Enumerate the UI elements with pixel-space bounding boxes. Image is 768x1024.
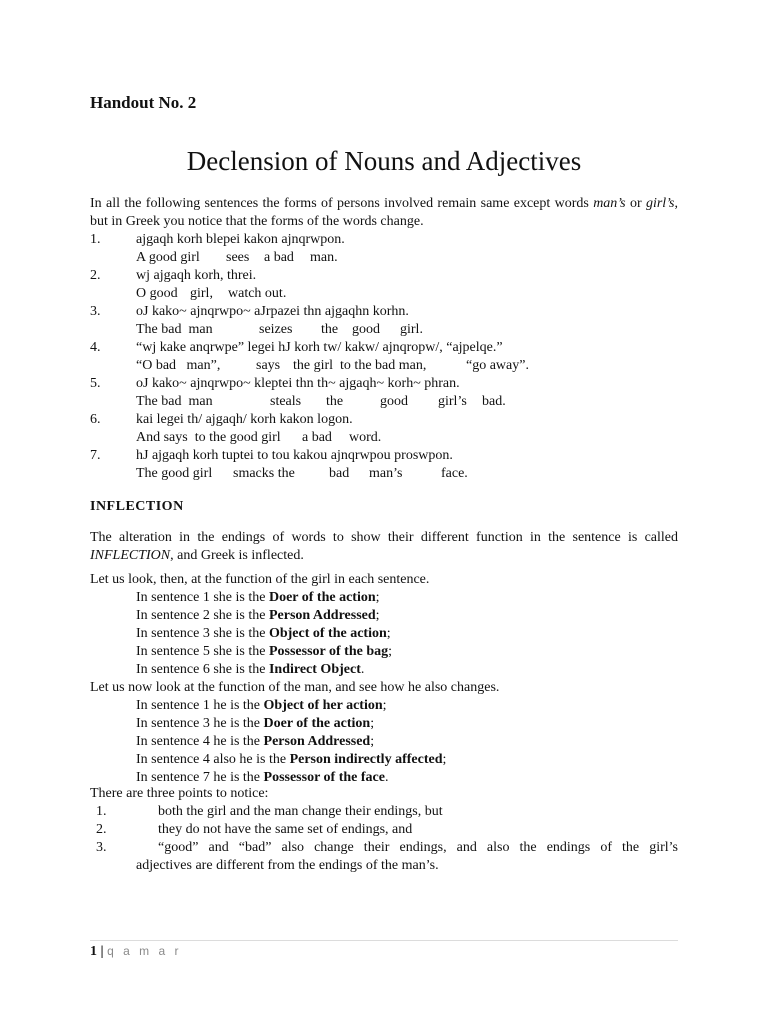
footer-separator: | [97,944,108,959]
english-gloss: the girl to the bad man, [293,358,427,373]
point-text-continued: adjectives are different from the endings of the man’s. [136,858,439,873]
english-gloss: And says to the good girl [136,430,281,445]
english-gloss: the [326,394,344,409]
author-name: q a m a r [107,944,182,958]
english-gloss: The bad man [136,394,213,409]
function-item: In sentence 4 he is the Person Addressed; [136,734,375,749]
greek-sentence: oJ kako~ ajnqrwpo~ kleptei thn th~ ajgaqh~ korh~ phran. [136,376,460,391]
english-gloss: girl. [400,322,423,337]
function-item: In sentence 7 he is the Possessor of the face. [136,770,389,785]
english-gloss: man’s [369,466,403,481]
greek-sentence: hJ ajgaqh korh tuptei to tou kakou ajnqrwpou proswpon. [136,448,453,463]
point-number: 2. [96,822,107,837]
point-number: 1. [96,804,107,819]
function-item: In sentence 1 she is the Doer of the action; [136,590,380,605]
english-gloss: sees [226,250,250,265]
page-number: 1 [90,944,97,959]
handout-number: Handout No. 2 [90,93,197,112]
function-item: In sentence 3 he is the Doer of the action; [136,716,375,731]
inflection-paragraph: The alteration in the endings of words to show their different function in the sentence is called INFLECTION, and Greek is inflected. [90,530,678,563]
section-heading: INFLECTION [90,499,184,514]
sentence-number: 4. [90,340,101,355]
english-gloss: seizes [259,322,293,337]
english-gloss: The good girl [136,466,213,481]
english-gloss: O good [136,286,178,301]
sentence-number: 2. [90,268,101,283]
point-text: they do not have the same set of endings, and [158,822,413,837]
sentence-number: 3. [90,304,101,319]
english-gloss: A good girl [136,250,200,265]
greek-sentence: ajgaqh korh blepei kakon ajnqrwpon. [136,232,345,247]
points-lead: There are three points to notice: [90,786,269,801]
point-number: 3. [96,840,107,855]
intro-paragraph: In all the following sentences the forms of persons involved remain same except words man’s or girl’s, but in Greek you notice that the forms of the words change. [90,196,678,229]
greek-sentence: kai legei th/ ajgaqh/ korh kakon logon. [136,412,353,427]
sentence-number: 1. [90,232,101,247]
function-item: In sentence 3 she is the Object of the action; [136,626,391,641]
english-gloss: steals [270,394,302,409]
english-gloss: girl’s [438,394,467,409]
greek-sentence: “wj kake anqrwpe” legei hJ korh tw/ kakw/ ajnqropw/, “ajpelqe.” [136,340,503,355]
function-item: In sentence 2 she is the Person Addressed; [136,608,380,623]
page-title: Declension of Nouns and Adjectives [186,146,582,176]
english-gloss: smacks the [233,466,295,481]
english-gloss: a bad [264,250,294,265]
english-gloss: “go away”. [466,358,529,373]
girl-lead: Let us look, then, at the function of the girl in each sentence. [90,572,430,587]
english-gloss: says [256,358,281,373]
point-text: both the girl and the man change their endings, but [158,804,443,819]
english-gloss: word. [349,430,382,445]
english-gloss: watch out. [228,286,287,301]
man-lead: Let us now look at the function of the man, and see how he also changes. [90,680,500,695]
english-gloss: bad [329,466,350,481]
page-footer [90,944,181,960]
function-item: In sentence 6 she is the Indirect Object. [136,662,365,677]
function-item: In sentence 4 also he is the Person indirectly affected; [136,752,447,767]
sentence-number: 5. [90,376,101,391]
english-gloss: good [352,322,380,337]
greek-sentence: wj ajgaqh korh, threi. [136,268,257,283]
english-gloss: good [380,394,408,409]
sentence-number: 6. [90,412,101,427]
english-gloss: face. [441,466,468,481]
footer-divider [90,940,678,941]
english-gloss: man. [310,250,338,265]
function-item: In sentence 5 she is the Possessor of the bag; [136,644,392,659]
english-gloss: “O bad man”, [136,358,221,373]
function-item: In sentence 1 he is the Object of her action; [136,698,387,713]
english-gloss: a bad [302,430,332,445]
sentence-number: 7. [90,448,101,463]
english-gloss: girl, [190,286,213,301]
greek-sentence: oJ kako~ ajnqrwpo~ aJrpazei thn ajgaqhn korhn. [136,304,409,319]
english-gloss: bad. [482,394,506,409]
point-text: “good” and “bad” also change their endings, and also the endings of the girl’s [158,840,678,855]
english-gloss: the [321,322,339,337]
english-gloss: The bad man [136,322,213,337]
